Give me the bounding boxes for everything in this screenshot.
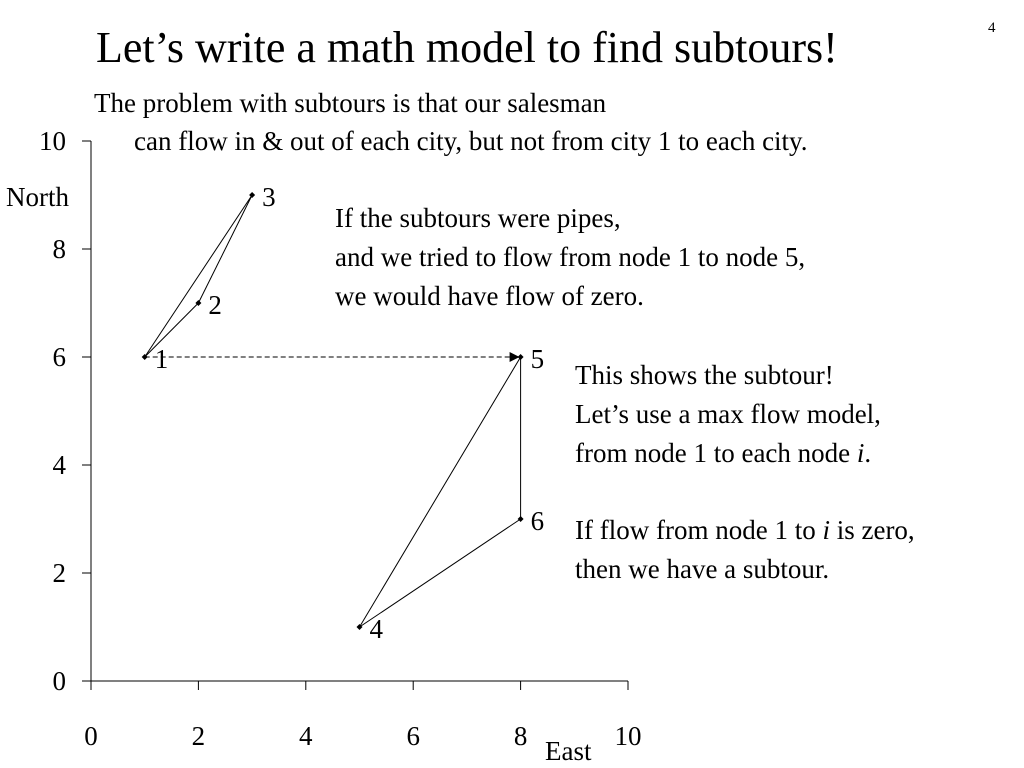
maxflow-note-line-3 — [575, 434, 881, 473]
city-point — [518, 516, 524, 522]
zero-flow-text-end: is zero, — [829, 515, 915, 545]
x-tick-label: 10 — [614, 721, 642, 751]
node-variable: i — [822, 515, 830, 545]
x-tick-label: 4 — [299, 721, 313, 751]
y-axis-label: North — [6, 182, 69, 212]
pipes-note-line-1: If the subtours were pipes, — [335, 203, 621, 233]
pipes-note — [335, 199, 805, 316]
y-tick-label: 8 — [52, 234, 66, 264]
slide-number: 4 — [988, 20, 996, 36]
y-tick-label: 6 — [52, 342, 66, 372]
y-tick-label: 4 — [52, 450, 66, 480]
maxflow-note-line-2: Let’s use a max flow model, — [575, 399, 881, 429]
pipes-note-line-3: we would have flow of zero. — [335, 281, 644, 311]
zero-flow-note — [575, 511, 915, 589]
city-label: 1 — [154, 344, 169, 374]
node-variable: i — [856, 438, 865, 468]
x-tick-label: 0 — [84, 721, 98, 751]
x-axis-label: East — [545, 736, 592, 766]
subtour-edge — [145, 195, 252, 357]
y-tick-label: 0 — [52, 666, 66, 696]
x-tick-label: 2 — [191, 721, 206, 751]
zero-flow-note-line-1 — [575, 511, 915, 550]
y-tick-label: 2 — [52, 558, 66, 588]
subtitle-line-2: can flow in & out of each city, but not from city 1 to each city. — [134, 126, 808, 156]
zero-flow-text: If flow from node 1 to — [575, 515, 823, 545]
subtour-edge — [145, 303, 199, 357]
city-label: 6 — [530, 506, 545, 536]
city-label: 2 — [208, 290, 222, 320]
subtour-edge — [360, 357, 521, 627]
maxflow-period: . — [864, 438, 872, 468]
pipes-note-line-2: and we tried to flow from node 1 to node 5, — [335, 242, 806, 272]
maxflow-note — [575, 356, 881, 473]
city-label: 4 — [369, 614, 383, 644]
subtitle-line-1: The problem with subtours is that our salesman — [94, 88, 607, 118]
subtour-edge — [360, 519, 521, 627]
city-label: 5 — [530, 344, 545, 374]
city-point — [357, 624, 363, 630]
subtour-edge — [198, 195, 252, 303]
slide-title: Let’s write a math model to find subtours! — [96, 23, 838, 72]
city-point — [518, 354, 524, 360]
city-point — [249, 192, 255, 198]
y-tick-label: 10 — [39, 126, 66, 156]
x-tick-label: 8 — [513, 721, 528, 751]
zero-flow-note-line-2: then we have a subtour. — [575, 554, 830, 584]
maxflow-note-line-1: This shows the subtour! — [575, 360, 834, 390]
city-label: 3 — [262, 182, 276, 212]
x-tick-label: 6 — [406, 721, 420, 751]
maxflow-text: from node 1 to each node — [575, 438, 857, 468]
